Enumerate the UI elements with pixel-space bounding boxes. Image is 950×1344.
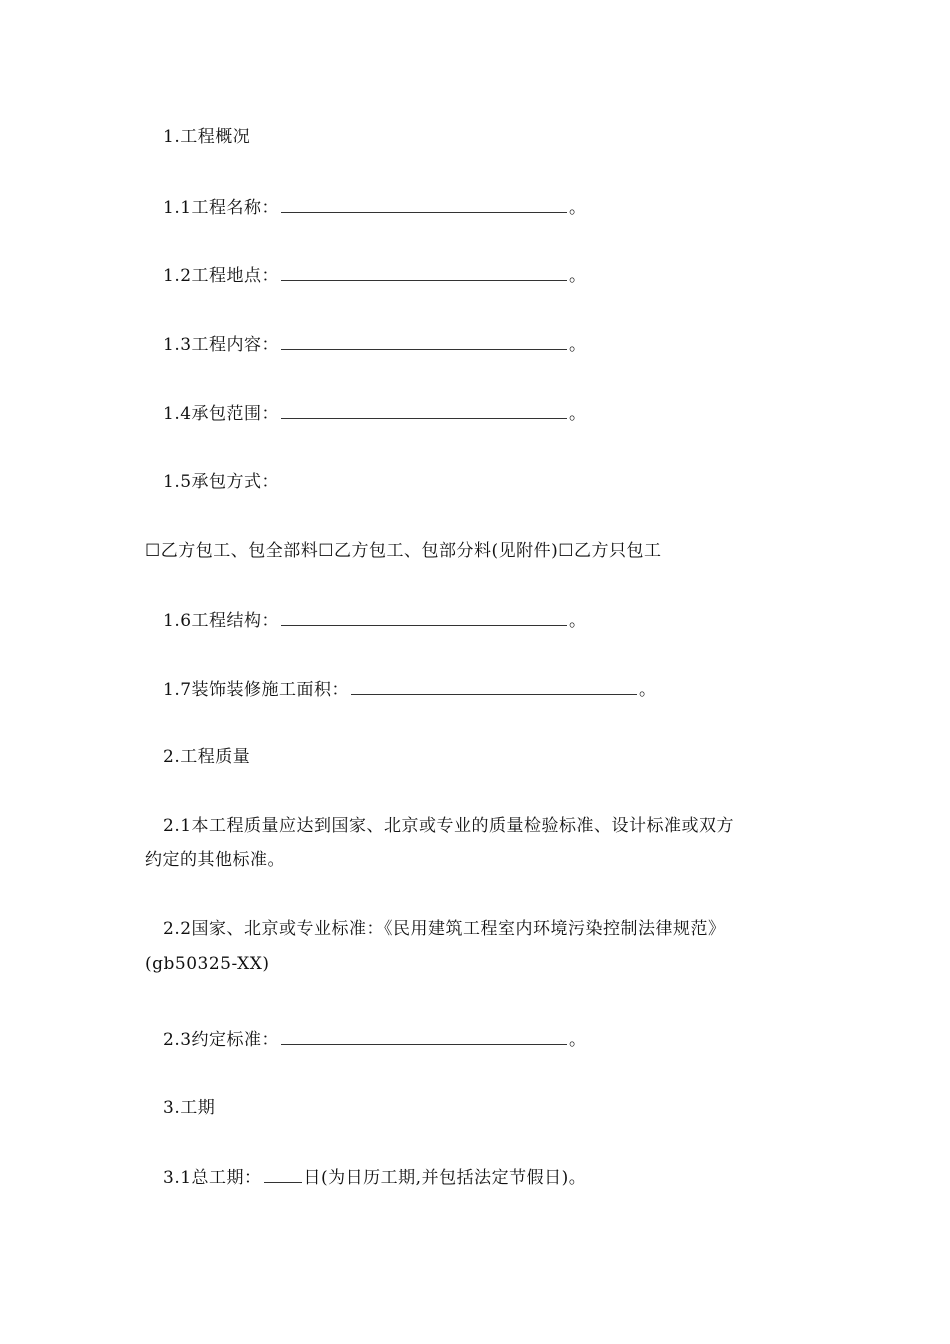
field-contract-scope <box>163 402 587 425</box>
field-end: 。 <box>569 266 587 286</box>
field-end: 。 <box>569 611 587 631</box>
field-project-structure <box>163 609 587 632</box>
section-heading-schedule <box>163 1097 215 1119</box>
fill-in-blank[interactable] <box>281 402 567 419</box>
field-agreed-standard <box>163 1028 587 1051</box>
paragraph-text: 2.1本工程质量应达到国家、北京或专业的质量检验标准、设计标准或双方 <box>163 816 735 836</box>
paragraph-national-standard-line2 <box>145 953 269 975</box>
paragraph-text: 约定的其他标准。 <box>145 850 285 870</box>
field-project-content <box>163 333 587 356</box>
field-end: 。 <box>569 198 587 218</box>
paragraph-text: 2.2国家、北京或专业标准：《民用建筑工程室内环境污染控制法律规范》 <box>163 919 726 939</box>
paragraph-national-standard-line1 <box>163 918 726 940</box>
paragraph-quality-standard-line2 <box>145 849 285 871</box>
field-end: 。 <box>639 680 657 700</box>
section-heading-quality <box>163 746 250 768</box>
field-label: 1.4承包范围： <box>163 404 280 424</box>
field-label: 1.5承包方式： <box>163 472 280 492</box>
fill-in-blank[interactable] <box>281 609 567 626</box>
field-decoration-area <box>163 678 657 701</box>
field-end: 。 <box>569 335 587 355</box>
field-label: 1.2工程地点： <box>163 266 280 286</box>
checkbox-options-text[interactable]: ☐乙方包工、包全部料☐乙方包工、包部分料(见附件)☐乙方只包工 <box>145 541 662 561</box>
fill-in-blank[interactable] <box>281 333 567 350</box>
paragraph-text: (gb50325-XX) <box>145 954 270 974</box>
field-project-name <box>163 196 587 219</box>
contract-method-options[interactable] <box>145 540 661 562</box>
field-end: 。 <box>569 1030 587 1050</box>
heading-text: 2.工程质量 <box>163 747 251 767</box>
field-total-duration <box>163 1166 586 1189</box>
field-label: 2.3约定标准： <box>163 1030 280 1050</box>
field-end: 日(为日历工期,并包括法定节假日)。 <box>303 1168 587 1188</box>
heading-text: 3.工期 <box>163 1098 216 1118</box>
paragraph-quality-standard-line1 <box>163 815 734 837</box>
fill-in-blank[interactable] <box>281 196 567 213</box>
field-label: 1.1工程名称： <box>163 198 280 218</box>
field-project-location <box>163 264 587 287</box>
field-label: 3.1总工期： <box>163 1168 262 1188</box>
fill-in-blank[interactable] <box>281 264 567 281</box>
fill-in-blank[interactable] <box>264 1166 302 1183</box>
field-label: 1.6工程结构： <box>163 611 280 631</box>
field-contract-method <box>163 471 279 493</box>
heading-text: 1.工程概况 <box>163 127 251 147</box>
fill-in-blank[interactable] <box>281 1028 567 1045</box>
field-label: 1.3工程内容： <box>163 335 280 355</box>
field-end: 。 <box>569 404 587 424</box>
section-heading-project-overview <box>163 126 250 148</box>
fill-in-blank[interactable] <box>351 678 637 695</box>
field-label: 1.7装饰装修施工面积： <box>163 680 350 700</box>
